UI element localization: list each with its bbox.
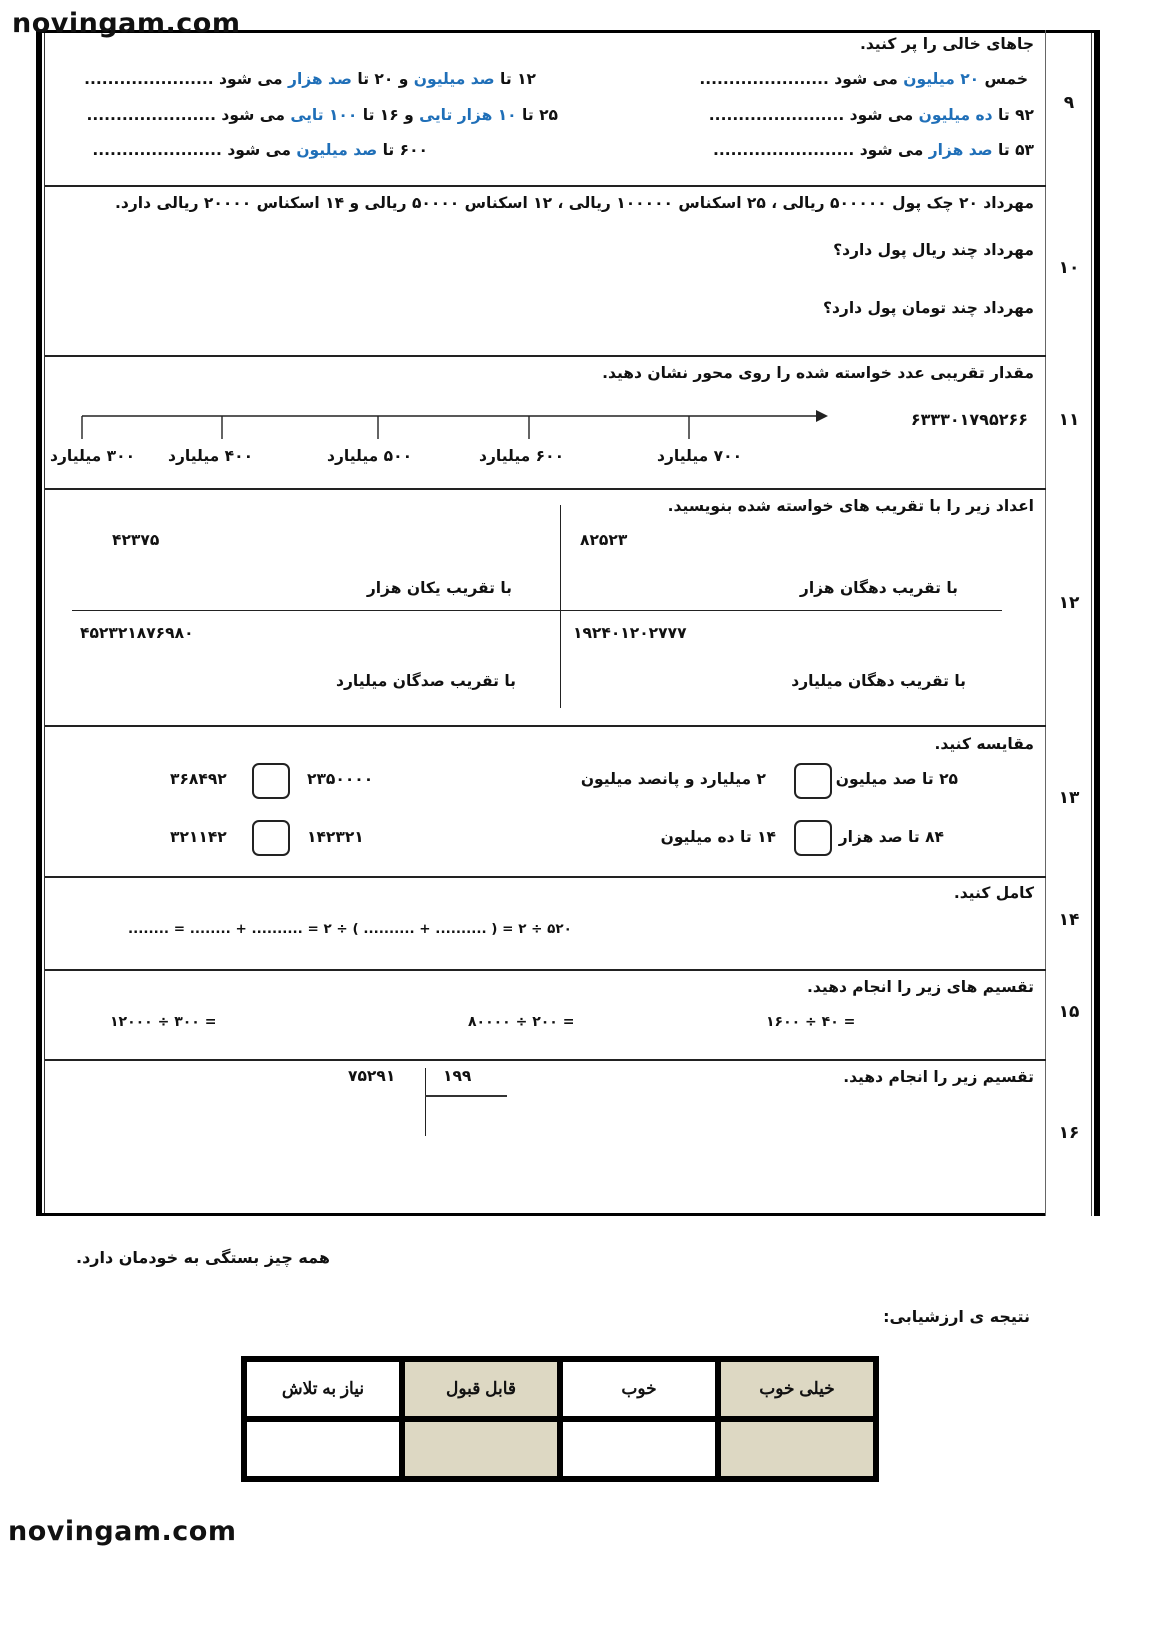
division-horizontal-bar (425, 1095, 507, 1097)
q9-item-3: ۹۲ تا ده میلیون می شود ....................... (708, 106, 1034, 124)
q16-divisor: ۱۹۹ (443, 1067, 472, 1085)
q9-item-5: ۵۳ تا صد هزار می شود ........................ (712, 141, 1034, 159)
axis-label-400: ۴۰۰ میلیارد (168, 447, 254, 465)
axis-label-500: ۵۰۰ میلیارد (327, 447, 413, 465)
evaluation-header-acceptable: قابل قبول (402, 1359, 560, 1419)
question-number-9: ۹ (1063, 93, 1075, 113)
q12-instruction: اعداد زیر را با تقریب های خواسته شده بنویسید. (667, 497, 1034, 515)
evaluation-header-good: خوب (560, 1359, 718, 1419)
q9-item-4: ۲۵ تا ۱۰ هزار تایی و ۱۶ تا ۱۰۰ تایی می شود ...................... (86, 106, 558, 124)
question-number-16: ۱۶ (1058, 1123, 1080, 1143)
q11-value: ۶۳۳۳۰۱۷۹۵۲۶۶ (910, 410, 1028, 429)
q13-compare-box-1[interactable] (794, 763, 832, 799)
q15-item-3: ۱۲۰۰۰ ÷ ۳۰۰ = (110, 1014, 217, 1030)
evaluation-cell-acceptable[interactable] (402, 1419, 560, 1479)
q12-value-1: ۸۲۵۲۳ (580, 531, 628, 549)
evaluation-cell-good[interactable] (560, 1419, 718, 1479)
q13-pair-4-right: ۳۲۱۱۴۲ (170, 828, 227, 846)
evaluation-cell-very-good[interactable] (718, 1419, 876, 1479)
q13-instruction: مقایسه کنید. (934, 735, 1034, 753)
q9-item-6: ۶۰۰ تا صد میلیون می شود ...................... (92, 141, 428, 159)
q15-instruction: تقسیم های زیر را انجام دهید. (807, 978, 1034, 996)
q12-vertical-divider (560, 505, 561, 708)
evaluation-mark-row (244, 1419, 876, 1479)
q13-compare-box-2[interactable] (252, 763, 290, 799)
q10-statement: مهرداد ۲۰ چک پول ۵۰۰۰۰۰ ریالی ، ۲۵ اسکناس ۱۰۰۰۰۰ ریالی ، ۱۲ اسکناس ۵۰۰۰۰ ریالی و ۱۴ اسکناس ۲۰۰۰۰ ریالی دارد. (115, 194, 1034, 212)
question-number-11: ۱۱ (1058, 410, 1080, 430)
q16-instruction: تقسیم زیر را انجام دهید. (843, 1068, 1034, 1086)
q13-pair-1-left: ۲۵ تا صد میلیون (835, 770, 958, 788)
q12-label-3: با تقریب دهگان میلیارد (791, 672, 966, 690)
q9-instruction: جاهای خالی را پر کنید. (859, 35, 1034, 53)
evaluation-header-needs-effort: نیاز به تلاش (244, 1359, 402, 1419)
q15-item-2: ۸۰۰۰۰ ÷ ۲۰۰ = (468, 1014, 575, 1030)
evaluation-header-row (244, 1359, 876, 1419)
division-vertical-bar (425, 1068, 426, 1136)
q12-label-2: با تقریب یکان هزار (366, 579, 512, 597)
q13-pair-3-right: ۱۴ تا ده میلیون (660, 828, 776, 846)
question-number-10: ۱۰ (1058, 258, 1080, 278)
question-number-column-divider (1045, 30, 1046, 1216)
number-line (70, 405, 840, 445)
evaluation-title: نتیجه ی ارزشیابی: (883, 1307, 1030, 1326)
motto: همه چیز بستگی به خودمان دارد. (76, 1248, 330, 1267)
question-number-14: ۱۴ (1058, 910, 1080, 930)
q13-pair-1-right: ۲ میلیارد و پانصد میلیون (580, 770, 766, 788)
q12-value-2: ۴۲۳۷۵ (112, 531, 160, 549)
watermark-top: novingam.com (12, 8, 241, 39)
question-number-12: ۱۲ (1058, 593, 1080, 613)
number-line-arrow-icon (816, 410, 828, 422)
q10-question-toman: مهرداد چند تومان پول دارد؟ (822, 299, 1034, 317)
q11-instruction: مقدار تقریبی عدد خواسته شده را روی محور نشان دهید. (602, 364, 1034, 382)
q13-pair-3-left: ۸۴ تا صد هزار (838, 828, 944, 846)
q16-dividend: ۷۵۲۹۱ (348, 1067, 396, 1085)
axis-label-300: ۳۰۰ میلیارد (50, 447, 136, 465)
axis-label-600: ۶۰۰ میلیارد (479, 447, 565, 465)
evaluation-table (241, 1356, 879, 1482)
q12-horizontal-divider (72, 610, 1002, 611)
q13-pair-2-left: ۲۳۵۰۰۰۰ (307, 770, 374, 788)
question-number-15: ۱۵ (1058, 1002, 1080, 1022)
q15-item-1: ۱۶۰۰ ÷ ۴۰ = (766, 1014, 856, 1030)
q14-instruction: کامل کنید. (953, 884, 1034, 902)
q12-label-4: با تقریب صدگان میلیارد (336, 672, 516, 690)
q12-value-3: ۱۹۲۴۰۱۲۰۲۷۷۷ (573, 624, 687, 642)
evaluation-cell-needs-effort[interactable] (244, 1419, 402, 1479)
axis-label-700: ۷۰۰ میلیارد (657, 447, 743, 465)
q9-item-2: ۱۲ تا صد میلیون و ۲۰ تا صد هزار می شود ...................... (84, 70, 536, 88)
q12-value-4: ۴۵۲۳۲۱۸۷۶۹۸۰ (80, 624, 194, 642)
q13-compare-box-3[interactable] (794, 820, 832, 856)
q10-question-rial: مهرداد چند ریال پول دارد؟ (833, 241, 1034, 259)
q12-label-1: با تقریب دهگان هزار (799, 579, 958, 597)
question-number-13: ۱۳ (1058, 788, 1080, 808)
watermark-bottom: novingam.com (8, 1516, 237, 1547)
q13-pair-2-right: ۳۶۸۴۹۲ (170, 770, 227, 788)
evaluation-header-very-good: خیلی خوب (718, 1359, 876, 1419)
q14-expression: ۵۲۰ ÷ ۲ = ( .......... + .......... ) ÷ ۲ = .......... + ........ = ........ (128, 921, 572, 937)
q13-compare-box-4[interactable] (252, 820, 290, 856)
q13-pair-4-left: ۱۴۲۳۲۱ (307, 828, 364, 846)
q9-item-1: خمس ۲۰ میلیون می شود ...................... (699, 70, 1028, 88)
